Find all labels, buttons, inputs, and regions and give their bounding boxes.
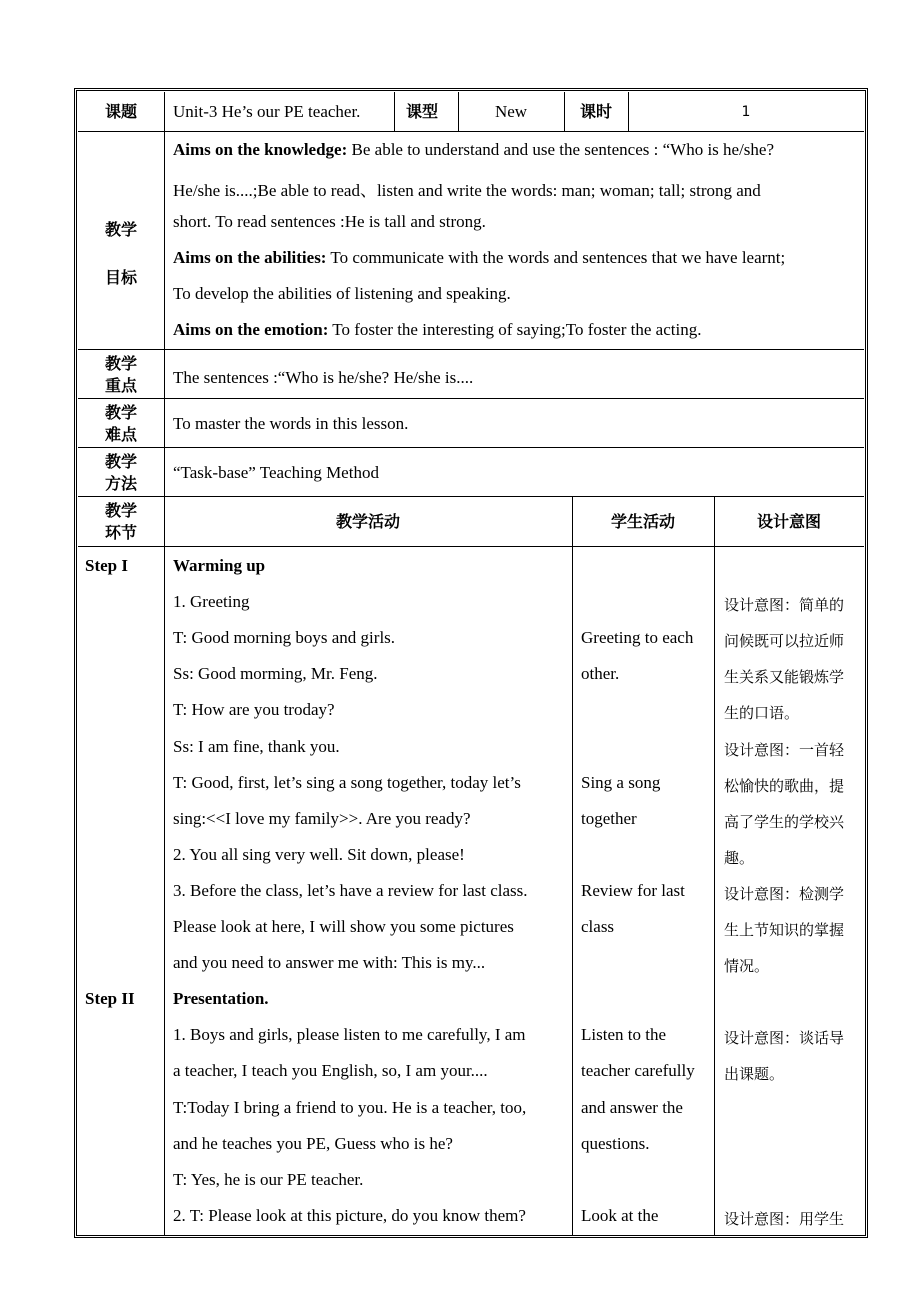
aims-line-text: To develop the abilities of listening and speaking. [173, 284, 511, 303]
activity-line: Please look at here, I will show you some pictures [173, 917, 514, 936]
activity-line: 1. Boys and girls, please listen to me carefully, I am [173, 1025, 526, 1045]
col-student: 学生活动 [610, 512, 675, 531]
aims-line-heading: Aims on the knowledge: [173, 140, 348, 159]
activity-line: sing:<<I love my family>>. Are you ready? [173, 808, 471, 828]
student-activity-line: together [581, 808, 637, 828]
stage-label-1: 教学 [104, 501, 137, 520]
design-intent-line: 趣。 [724, 848, 755, 867]
key-points-label [78, 350, 164, 398]
type-label: 课型 [405, 102, 438, 121]
key-points-text: The sentences :“Who is he/she? He/she is.... [173, 368, 474, 387]
activity-line: 3. Before the class, let’s have a review for last class. [173, 880, 528, 900]
divider-period-right [628, 92, 629, 132]
activity-line: and you need to answer me with: This is my... [173, 953, 486, 973]
aims-line-heading: Aims on the emotion: [173, 320, 329, 339]
activity-line: Ss: Good morming, Mr. Feng. [173, 664, 378, 684]
design-intent-line: 出课题。 [724, 1065, 785, 1084]
design-intent-line: 问候既可以拉近师 [724, 632, 845, 651]
method-text: “Task-base” Teaching Method [173, 463, 379, 482]
method-label-1: 教学 [104, 452, 137, 471]
aims-label-1: 教学 [104, 220, 137, 239]
step-label: Step II [85, 989, 135, 1009]
student-activity-line: questions. [581, 1133, 650, 1153]
aims-line-text: Be able to understand and use the sentences : “Who is he/she? [347, 140, 775, 159]
aims-text [173, 132, 863, 350]
student-activity-line: class [581, 917, 615, 936]
activity-line: T: How are you troday? [173, 700, 335, 720]
stage-label [78, 497, 164, 546]
design-intent-line: 生关系又能锻炼学 [724, 668, 845, 687]
activity-line: a teacher, I teach you English, so, I am your.... [173, 1061, 488, 1081]
student-activity-line: other. [581, 664, 620, 684]
key-points-row [78, 350, 864, 399]
student-activity-line: Look at the [581, 1205, 659, 1225]
aims-line-text: He/she is....;Be able to read、listen and write the words: man; woman; tall; strong and [173, 181, 761, 200]
student-activity-line: Greeting to each [581, 628, 694, 648]
divider-student-col [714, 497, 715, 1235]
student-activity-line: teacher carefully [581, 1061, 695, 1081]
key-points-label-1: 教学 [104, 354, 137, 373]
col-activity: 教学活动 [335, 512, 400, 531]
aims-label [78, 132, 164, 349]
activity-line: 2. T: Please look at this picture, do you know them? [173, 1205, 526, 1225]
aims-line-text: To communicate with the words and sentences that we have learnt; [326, 248, 786, 267]
difficulties-label [78, 399, 164, 447]
difficulties-label-1: 教学 [104, 403, 137, 422]
aims-line [173, 176, 761, 201]
aims-line [173, 284, 511, 304]
design-intent-line: 设计意图：一首轻 [724, 740, 845, 759]
student-activity-line: Listen to the [581, 1025, 666, 1045]
activity-line: Ss: I am fine, thank you. [173, 736, 340, 756]
aims-line-text: short. To read sentences :He is tall and strong. [173, 212, 486, 231]
aims-line-text: To foster the interesting of saying;To foster the acting. [328, 320, 702, 339]
stage-label-2: 环节 [104, 523, 137, 542]
aims-line [173, 248, 785, 268]
student-activity-line: Review for last [581, 880, 685, 900]
activity-line: T: Yes, he is our PE teacher. [173, 1169, 364, 1189]
activity-line: 2. You all sing very well. Sit down, please! [173, 844, 465, 864]
period-label: 课时 [579, 102, 612, 121]
aims-line [173, 320, 701, 340]
key-points-label-2: 重点 [104, 376, 137, 395]
activity-line: T: Good morning boys and girls. [173, 628, 396, 648]
student-activity-line: Sing a song [581, 772, 661, 792]
design-intent-line: 高了学生的学校兴 [724, 812, 845, 831]
design-intent-line: 设计意图：谈话导 [724, 1029, 845, 1048]
period-value: 1 [741, 104, 751, 120]
method-label [78, 448, 164, 496]
aims-line-heading: Aims on the abilities: [173, 248, 327, 267]
activity-line: and he teaches you PE, Guess who is he? [173, 1133, 453, 1153]
difficulties-row [78, 399, 864, 448]
design-intent-line: 设计意图：简单的 [724, 596, 845, 615]
aims-label-2: 目标 [104, 268, 137, 287]
aims-row [78, 132, 864, 350]
divider-type-right [458, 92, 459, 132]
design-intent-line: 情况。 [724, 957, 770, 976]
activity-line: T:Today I bring a friend to you. He is a teacher, too, [173, 1097, 527, 1117]
topic-label: 课题 [104, 102, 137, 121]
activity-line: Presentation. [173, 989, 269, 1009]
difficulties-label-2: 难点 [104, 425, 137, 444]
activity-line: Warming up [173, 556, 266, 575]
aims-line [173, 140, 774, 160]
stage-header-row [78, 497, 864, 547]
divider-activity-col [572, 497, 573, 1235]
design-intent-line: 设计意图：用学生 [724, 1209, 845, 1228]
step-label: Step I [85, 556, 128, 575]
activity-line: T: Good, first, let’s sing a song together, today let’s [173, 772, 521, 792]
method-label-2: 方法 [104, 474, 137, 493]
col-design: 设计意图 [756, 512, 821, 531]
divider-type-left [394, 92, 395, 132]
design-intent-line: 设计意图：检测学 [724, 884, 845, 903]
divider-label-col [164, 92, 165, 1235]
design-intent-line: 松愉快的歌曲，提 [724, 776, 845, 795]
type-value: New [494, 102, 528, 121]
student-activity-line: and answer the [581, 1097, 683, 1117]
header-row [78, 92, 864, 132]
aims-line [173, 212, 486, 232]
design-intent-line: 生的口语。 [724, 704, 800, 723]
method-row [78, 448, 864, 497]
topic-value: Unit-3 He’s our PE teacher. [173, 102, 361, 121]
design-intent-line: 生上节知识的掌握 [724, 921, 845, 939]
divider-period-left [564, 92, 565, 132]
activity-line: 1. Greeting [173, 592, 250, 612]
difficulties-text: To master the words in this lesson. [173, 414, 409, 433]
